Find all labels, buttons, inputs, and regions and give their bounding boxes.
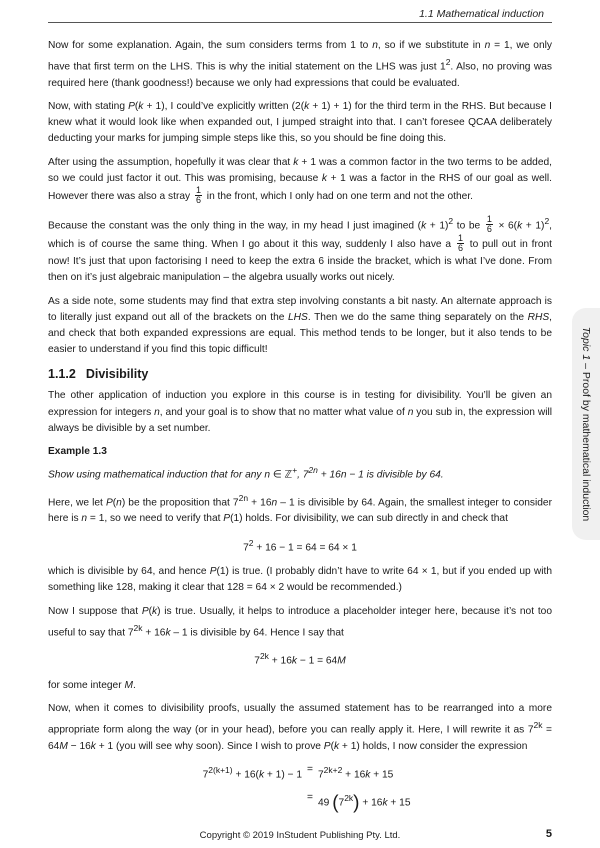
equation-lhs: $7^{2(k+1)} + 16(k + 1) - 1$ [202,765,302,781]
paragraph-divisible: which is divisible by 64, and hence P(1) is true. (I probably didn’t have to write 64 × 1, but if you ended up with something like 128, making it clear that 128 = 64 × 2 would be recommended.) [48,566,552,594]
chapter-side-tab [572,308,600,540]
equals-sign: = [307,764,313,776]
footer-copyright: Copyright © 2019 InStudent Publishing Pty. Ltd. [199,830,401,841]
equation-assumption: $7^{2k} + 16k - 1 = 64M$ [254,651,346,667]
equation-inductive-step [48,762,552,814]
page-number: 5 [545,828,552,840]
paragraph-side-note: As a side note, some students may find that extra step involving constants a bit nasty. An alternate approach is to literally just expand out all of the brackets on the LHS. Then we do the same thing separately on the RHS, and check that both expanded expressions are equal. This method tends to be longer, but it also tends to be easier to understand if you find this topic difficult! [48,295,552,356]
example-prompt: Show using mathematical induction that for any n ∈ ℤ+, $7^{2n} + 16n - 1$ is divisible by 64. [48,465,444,481]
paragraph-rearrange: Now, when it comes to divisibility proofs, usually the assumed statement has to be rearranged into a more appropriate form along the way (or in your head), before you can really apply it. Here, I will rewrite it as $7^{2k} = 64M - 16k + 1$ (you will see why soon). Since I wish to prove P(k + 1) holds, I now consider the expression [48,703,553,753]
section-title: Divisibility [85,367,149,382]
paragraph-divisibility-intro: The other application of induction you explore in this course is in testing for divisibility. You’ll be given an expression for integers n, and your goal is to show that no matter what value of n you sub in, the expression will always be divisible by a set number. [48,390,553,434]
section-heading [48,366,552,382]
side-tab-label: Topic 1 – Proof by mathematical induction [580,326,592,522]
example-label: Example 1.3 [48,446,107,458]
section-number: 1.1.2 [48,367,76,382]
paragraph-constant: Because the constant was the only thing in the way, in my head I just imagined $(k + 1)^2$ to be $\frac{1}{6}$ × $6(k + 1)^2$, which is of course the same thing. When I go about it this way, suddenly I also have a $\frac{1}{6}$ to pull out in front now! It’s just that upon factorising I need to keep the extra 6 inside the bracket, which is what I’ve done. From then on it’s just algebraic manipulation – the algebra usually works out nicely. [48,214,553,284]
equals-sign: = [307,791,313,803]
paragraph-stating: Now, with stating P(k + 1), I could’ve explicitly written (2(k + 1) + 1) for the third term in the RHS. But because I knew what it would look like when expanded out, I jumped straight into that. I can’t foresee QCAA deliberately deducting your marks for jumping simple steps like this, so you should be fine doing this. [48,101,552,145]
paragraph-integer-m: for some integer M. [48,680,136,692]
fraction-one-sixth: $\frac{1}{6}$ [457,233,463,254]
fraction-one-sixth: $\frac{1}{6}$ [486,214,492,235]
header-rule [48,22,552,23]
running-header: 1.1 Mathematical induction [419,8,544,20]
page-content [48,38,553,814]
equation-rhs-line-2: 49 $(7^{2k}) + 16k + 15$ [318,792,411,814]
paragraph-assumption: After using the assumption, hopefully it was clear that k + 1 was a common factor in the two terms to be added, so we could just factor it out. This was promising, because k + 1 was a factor in the RHS of our goal as well. However there was also a stray $\frac{1}{6}$ in the front, which I only had on one term and not the other. [48,156,553,206]
equation-lhs-blank [102,790,302,812]
equation-base-case: $7^2 + 16 - 1 = 64 = 64 \times 1$ [243,537,357,554]
paragraph-suppose: Now I suppose that P(k) is true. Usually, it helps to introduce a placeholder integer here, because it’s not too useful to say that $7^{2k} + 16k - 1$ is divisible by 64. Hence I say that [48,605,552,639]
paragraph-explanation: Now for some explanation. Again, the sum considers terms from 1 to n, so if we substitute in n = 1, we only have that first term on the LHS. This is why the initial statement on the LHS was just $1^2$. Also, no proving was required here (thank goodness!) because we only had expressions that could be evaluated. [48,40,552,89]
paragraph-base-case: Here, we let P(n) be the proposition that $7^{2n} + 16n - 1$ is divisible by 64. Again, the smallest integer to consider here is n = 1, so we need to verify that P(1) holds. For divisibility, we can sub directly in and check that [48,492,552,525]
fraction-one-sixth: $\frac{1}{6}$ [195,185,201,206]
equation-rhs-line-1: $7^{2k+2} + 16k + 15$ [318,765,394,781]
